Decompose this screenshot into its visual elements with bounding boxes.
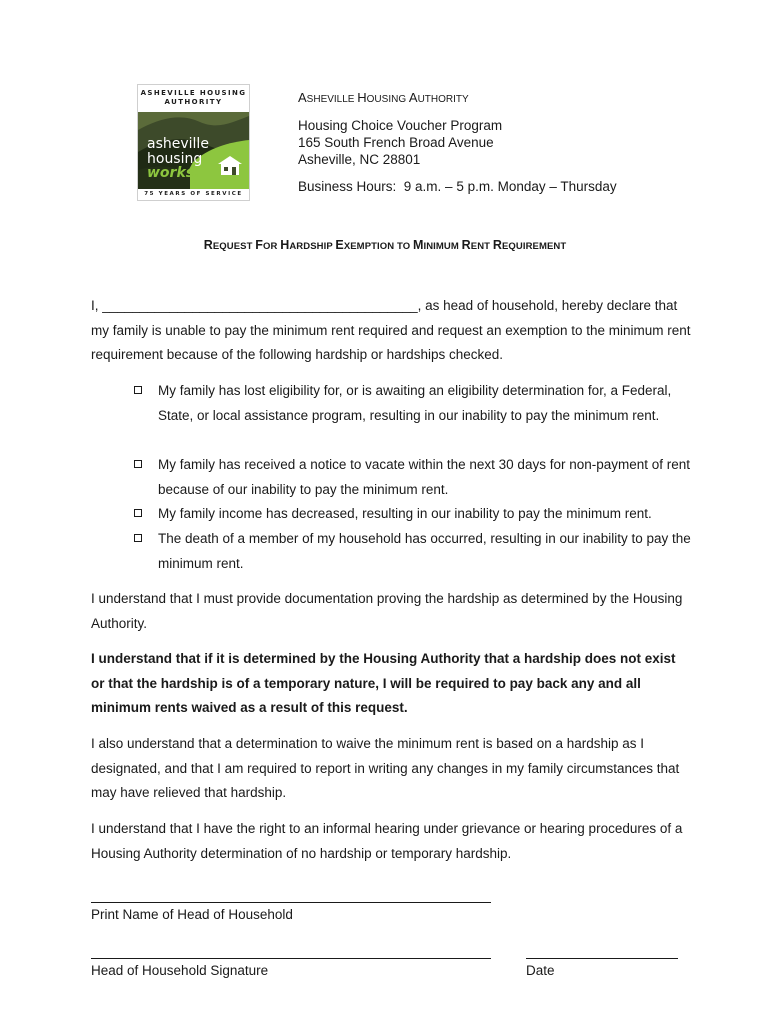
hardship-option-notice-to-vacate: [134, 453, 694, 502]
program-name: Housing Choice Voucher Program: [298, 118, 503, 133]
title-part: OR: [263, 241, 281, 252]
hardship-option-label: The death of a member of my household has occurred, resulting in our inability to pay the minimum rent.: [158, 531, 691, 571]
logo-word-asheville: asheville: [147, 136, 209, 152]
hardship-option-lost-eligibility: [134, 379, 694, 453]
title-part: R: [492, 238, 502, 252]
logo-word-housing: housing: [147, 151, 203, 167]
hardship-option-label: My family income has decreased, resulting in our inability to pay the minimum rent.: [158, 506, 652, 521]
hardship-option-label: My family has lost eligibility for, or is awaiting an eligibility determination for, a Federal, State, or local assistance program, resulting in our inability to pay the minimum rent.: [158, 383, 672, 423]
logo-org-line1: ASHEVILLE HOUSING: [140, 89, 247, 97]
title-part: ARDSHIP: [289, 241, 336, 252]
hardship-option-death-in-household: [134, 527, 694, 576]
street-address: 165 South French Broad Avenue: [298, 135, 494, 150]
org-name-heading: [298, 89, 469, 108]
print-name-label: Print Name of Head of Household: [91, 907, 293, 922]
title-part: XEMPTION TO: [343, 241, 413, 252]
org-name-part: OUSING: [366, 94, 409, 105]
city-address: Asheville, NC 28801: [298, 152, 421, 167]
hardship-checkbox[interactable]: [134, 534, 142, 542]
hardship-checkbox[interactable]: [134, 386, 142, 394]
form-title: [0, 238, 770, 252]
logo-org-name: [138, 85, 249, 113]
signature-label: Head of Household Signature: [91, 963, 269, 978]
logo-word-works: works.: [147, 165, 200, 181]
hardship-option-label: My family has received a notice to vacate within the next 30 days for non-payment of rent because of our inability to pay the minimum rent.: [158, 457, 691, 497]
title-part: EQUEST: [212, 241, 256, 252]
title-part: INIMUM: [423, 241, 462, 252]
org-name-part: SHEVILLE: [306, 94, 358, 105]
org-name-part: H: [357, 90, 367, 105]
business-hours: Business Hours: 9 a.m. – 5 p.m. Monday – Thursday: [298, 179, 617, 194]
hardship-checkbox[interactable]: [134, 509, 142, 517]
hearing-rights-paragraph: I understand that I have the right to an informal hearing under grievance or hearing procedures of a Housing Authority determination of no hardship or temporary hardship.: [91, 821, 683, 861]
date-label: Date: [526, 963, 555, 978]
title-part: E: [335, 238, 344, 252]
title-part: ENT: [470, 241, 493, 252]
declaration-paragraph: I, __________________________________________, as head of household, hereby declare that my family is unable to pay the minimum rent required and request an exemption to the minimum rent requirement because of the following hardship or hardships checked.: [91, 298, 691, 362]
title-part: M: [412, 238, 424, 252]
documentation-paragraph: I understand that I must provide documentation proving the hardship as determined by the Housing Authority.: [91, 591, 683, 631]
hardship-option-income-decreased: [134, 502, 694, 527]
report-changes-paragraph: I also understand that a determination to waive the minimum rent is based on a hardship as I designated, and that I am required to report in writing any changes in my family circumstances that may have relieved that hardship.: [91, 736, 680, 800]
org-name-part: A: [298, 90, 307, 105]
logo-org-line2: AUTHORITY: [164, 98, 223, 106]
title-part: R: [461, 238, 471, 252]
org-name-part: UTHORITY: [417, 94, 469, 105]
payback-paragraph: I understand that if it is determined by the Housing Authority that a hardship does not exist or that the hardship is of a temporary nature, I will be required to pay back any and all minimum rents waived as a result of this request.: [91, 651, 676, 715]
title-part: F: [255, 238, 263, 252]
org-name-part: A: [408, 90, 418, 105]
date-line[interactable]: [526, 958, 678, 959]
title-part: R: [203, 238, 213, 252]
signature-line[interactable]: [91, 958, 491, 959]
logo-anniversary-band: 75 YEARS OF SERVICE: [138, 189, 249, 200]
hardship-checkbox[interactable]: [134, 460, 142, 468]
title-part: EQUIREMENT: [501, 241, 567, 252]
print-name-line[interactable]: [91, 902, 491, 903]
title-part: H: [280, 238, 290, 252]
asheville-housing-logo: [137, 84, 250, 201]
